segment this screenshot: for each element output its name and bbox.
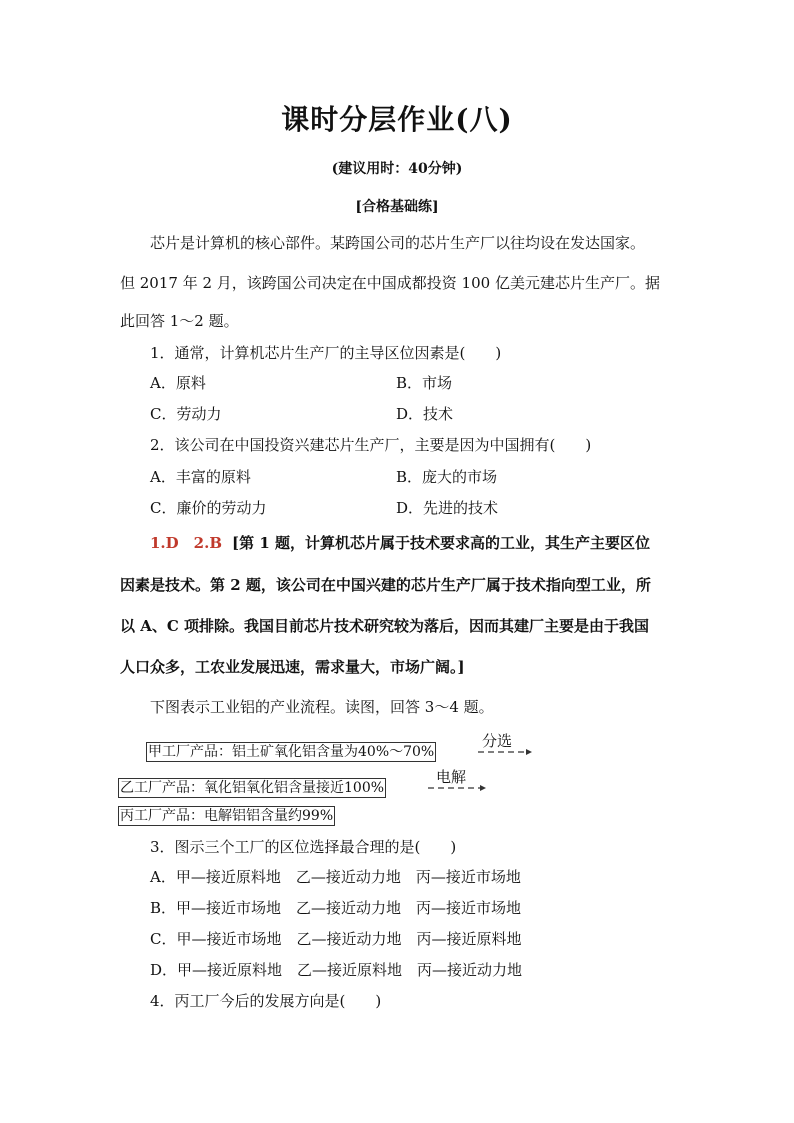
question1-option-c: C．劳动力: [150, 405, 222, 423]
question1-stem: 1．通常，计算机芯片生产厂的主导区位因素是( ): [150, 344, 502, 362]
question2-option-b: B．庞大的市场: [396, 468, 498, 486]
question3-option-c: C．甲—接近市场地 乙—接近动力地 丙—接近原料地: [150, 930, 522, 948]
answer-explanation-line3: 以 A、C 项排除。我国目前芯片技术研究较为落后，因而其建厂主要是由于我国: [120, 617, 650, 635]
question2-option-c: C．廉价的劳动力: [150, 499, 267, 517]
answer-explanation-text1: [第 1 题，计算机芯片属于技术要求高的工业，其生产主要区位: [232, 534, 650, 552]
question2-option-d: D．先进的技术: [396, 499, 499, 517]
diagram-box-yi: 乙工厂产品：氧化铝氧化铝含量接近100%: [120, 780, 385, 796]
page-title: 课时分层作业(八): [281, 103, 513, 136]
diagram-box-bing: 丙工厂产品：电解铝铝含量约99%: [120, 808, 334, 824]
passage2: 下图表示工业铝的产业流程。读图，回答 3～4 题。: [150, 698, 494, 716]
question3-option-b: B．甲—接近市场地 乙—接近动力地 丙—接近市场地: [150, 899, 522, 917]
answer-explanation-line2: 因素是技术。第 2 题，该公司在中国兴建的芯片生产厂属于技术指向型工业，所: [120, 576, 651, 594]
diagram-box-jia: 甲工厂产品：铝土矿氧化铝含量为40%～70%: [148, 744, 435, 760]
passage1-line1: 芯片是计算机的核心部件。某跨国公司的芯片生产厂以往均设在发达国家。: [150, 234, 646, 252]
section-heading: [合格基础练]: [355, 199, 439, 215]
time-suggestion: (建议用时：40分钟): [331, 161, 463, 177]
diagram-arrow-label-sorting: 分选: [482, 732, 513, 750]
answer-explanation-line4: 人口众多，工农业发展迅速，需求量大，市场广阔。]: [120, 658, 465, 676]
question3-option-d: D．甲—接近原料地 乙—接近原料地 丙—接近动力地: [150, 961, 523, 979]
question1-option-d: D．技术: [396, 405, 454, 423]
passage1-line3: 此回答 1～2 题。: [120, 312, 239, 330]
question2-stem: 2．该公司在中国投资兴建芯片生产厂，主要是因为中国拥有( ): [150, 436, 592, 454]
question3-option-a: A．甲—接近原料地 乙—接近动力地 丙—接近市场地: [150, 868, 521, 886]
question3-stem: 3．图示三个工厂的区位选择最合理的是( ): [150, 838, 457, 856]
answer-key: 1.D 2.B: [150, 534, 223, 552]
question4-stem: 4．丙工厂今后的发展方向是( ): [150, 992, 382, 1010]
diagram-arrow-sorting: [472, 730, 532, 766]
diagram-arrow-electrolysis: [426, 766, 486, 802]
question2-option-a: A．丰富的原料: [150, 468, 251, 486]
answer-explanation-line1: [150, 532, 650, 553]
question1-option-b: B．市场: [396, 374, 453, 392]
passage1-line2: 但 2017 年 2 月，该跨国公司决定在中国成都投资 100 亿美元建芯片生产厂。据: [120, 274, 660, 292]
diagram-arrow-label-electrolysis: 电解: [436, 768, 467, 786]
question1-option-a: A．原料: [150, 374, 206, 392]
